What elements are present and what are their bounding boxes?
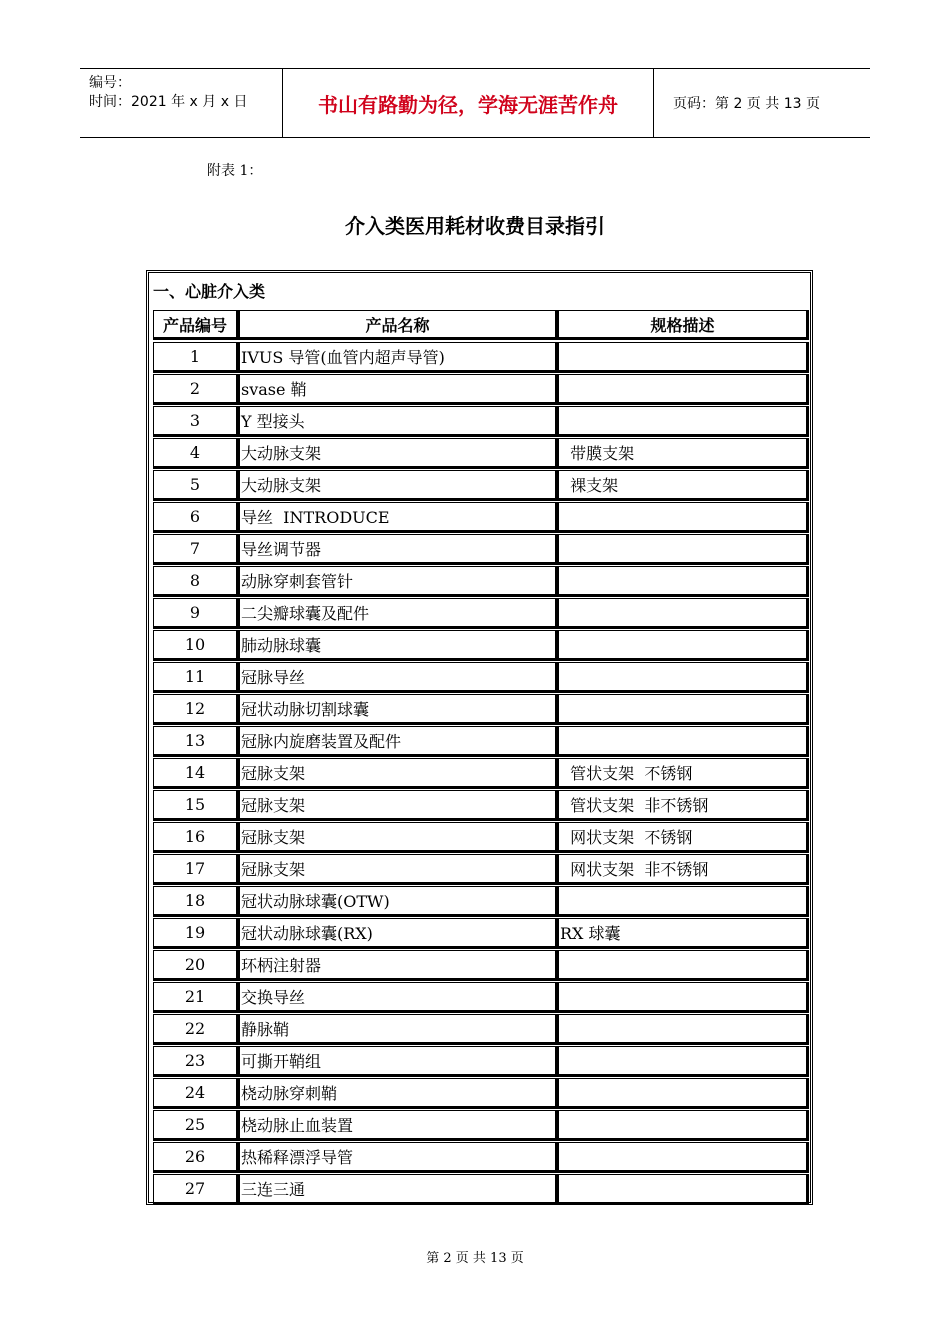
spec-cell — [558, 1110, 809, 1141]
product-name-cell: 环柄注射器 — [239, 950, 558, 981]
product-code-cell: 11 — [153, 662, 239, 693]
page-info-text: 页码：第 2 页 共 13 页 — [673, 96, 820, 112]
product-name-cell: IVUS 导管(血管内超声导管) — [239, 342, 558, 373]
product-code-cell: 4 — [153, 438, 239, 469]
catalog-table — [146, 270, 813, 1205]
spec-cell — [558, 630, 809, 661]
product-name-cell: 冠脉支架 — [239, 758, 558, 789]
column-header-code: 产品编号 — [153, 310, 239, 340]
product-code-cell: 27 — [153, 1174, 239, 1205]
document-title: 介入类医用耗材收费目录指引 — [345, 214, 605, 238]
product-code-cell: 9 — [153, 598, 239, 629]
product-name-cell: 冠状动脉球囊(OTW) — [239, 886, 558, 917]
spec-cell — [558, 726, 809, 757]
spec-cell — [558, 406, 809, 437]
spec-cell — [558, 1046, 809, 1077]
annex-label: 附表 1： — [207, 163, 263, 179]
column-header-name: 产品名称 — [239, 310, 558, 340]
spec-cell — [558, 1078, 809, 1109]
spec-cell — [558, 1174, 809, 1205]
header-meta — [80, 69, 283, 137]
product-code-cell: 5 — [153, 470, 239, 501]
product-name-cell: 可撕开鞘组 — [239, 1046, 558, 1077]
product-name-cell: 冠脉导丝 — [239, 662, 558, 693]
spec-cell: 网状支架 非不锈钢 — [558, 854, 809, 885]
product-code-cell: 15 — [153, 790, 239, 821]
spec-cell — [558, 950, 809, 981]
time-label: 时间：2021 年 x 月 x 日 — [89, 94, 248, 110]
product-name-cell: 导丝调节器 — [239, 534, 558, 565]
product-name-cell: 冠脉支架 — [239, 854, 558, 885]
spec-cell: 管状支架 非不锈钢 — [558, 790, 809, 821]
product-name-cell: 冠脉内旋磨装置及配件 — [239, 726, 558, 757]
document-header — [80, 68, 870, 138]
spec-cell — [558, 598, 809, 629]
page-footer: 第 2 页 共 13 页 — [426, 1251, 524, 1266]
spec-cell: 带膜支架 — [558, 438, 809, 469]
spec-cell — [558, 886, 809, 917]
spec-cell — [558, 694, 809, 725]
spec-cell: 裸支架 — [558, 470, 809, 501]
product-name-cell: 导丝 INTRODUCE — [239, 502, 558, 533]
product-code-cell: 17 — [153, 854, 239, 885]
product-code-cell: 25 — [153, 1110, 239, 1141]
spec-cell: 网状支架 不锈钢 — [558, 822, 809, 853]
spec-cell — [558, 534, 809, 565]
header-page-info — [664, 69, 870, 137]
product-code-cell: 16 — [153, 822, 239, 853]
product-name-cell: 桡动脉止血装置 — [239, 1110, 558, 1141]
product-code-cell: 19 — [153, 918, 239, 949]
product-code-cell: 21 — [153, 982, 239, 1013]
product-name-cell: 三连三通 — [239, 1174, 558, 1205]
product-code-cell: 7 — [153, 534, 239, 565]
product-name-cell: Y 型接头 — [239, 406, 558, 437]
section-heading: 一、心脏介入类 — [153, 282, 266, 301]
product-name-cell: 热稀释漂浮导管 — [239, 1142, 558, 1173]
product-code-cell: 23 — [153, 1046, 239, 1077]
product-code-cell: 1 — [153, 342, 239, 373]
product-code-cell: 10 — [153, 630, 239, 661]
spec-cell — [558, 502, 809, 533]
product-code-cell: 22 — [153, 1014, 239, 1045]
spec-cell — [558, 342, 809, 373]
product-code-cell: 2 — [153, 374, 239, 405]
spec-cell: 管状支架 不锈钢 — [558, 758, 809, 789]
product-name-cell: 冠状动脉切割球囊 — [239, 694, 558, 725]
product-name-cell: 桡动脉穿刺鞘 — [239, 1078, 558, 1109]
product-code-cell: 13 — [153, 726, 239, 757]
code-label: 编号： — [89, 75, 131, 91]
product-code-cell: 20 — [153, 950, 239, 981]
product-name-cell: 交换导丝 — [239, 982, 558, 1013]
spec-cell — [558, 662, 809, 693]
product-name-cell: 二尖瓣球囊及配件 — [239, 598, 558, 629]
header-motto: 书山有路勤为径，学海无涯苦作舟 — [283, 69, 654, 137]
spec-cell — [558, 1142, 809, 1173]
product-name-cell: 静脉鞘 — [239, 1014, 558, 1045]
spec-cell: RX 球囊 — [558, 918, 809, 949]
column-header-spec: 规格描述 — [558, 310, 809, 340]
product-code-cell: 18 — [153, 886, 239, 917]
product-code-cell: 8 — [153, 566, 239, 597]
product-code-cell: 6 — [153, 502, 239, 533]
spec-cell — [558, 1014, 809, 1045]
product-code-cell: 14 — [153, 758, 239, 789]
product-name-cell: 冠状动脉球囊(RX) — [239, 918, 558, 949]
spec-cell — [558, 982, 809, 1013]
product-code-cell: 3 — [153, 406, 239, 437]
product-code-cell: 26 — [153, 1142, 239, 1173]
product-name-cell: 动脉穿刺套管针 — [239, 566, 558, 597]
product-name-cell: 大动脉支架 — [239, 470, 558, 501]
product-name-cell: 冠脉支架 — [239, 822, 558, 853]
product-code-cell: 24 — [153, 1078, 239, 1109]
product-name-cell: 大动脉支架 — [239, 438, 558, 469]
product-name-cell: 肺动脉球囊 — [239, 630, 558, 661]
product-name-cell: 冠脉支架 — [239, 790, 558, 821]
product-name-cell: svase 鞘 — [239, 374, 558, 405]
product-code-cell: 12 — [153, 694, 239, 725]
spec-cell — [558, 374, 809, 405]
spec-cell — [558, 566, 809, 597]
